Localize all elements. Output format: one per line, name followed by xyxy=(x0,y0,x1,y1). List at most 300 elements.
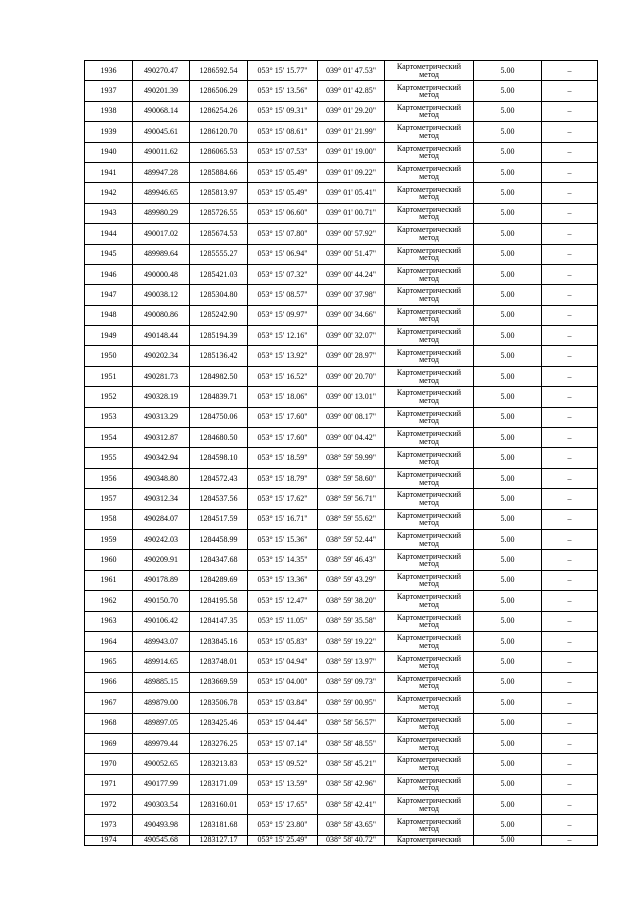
note-cell: – xyxy=(542,631,598,651)
accuracy-cell: 5.00 xyxy=(474,529,542,549)
method-cell xyxy=(385,224,474,244)
y-coordinate-cell: 1283506.78 xyxy=(190,693,248,713)
table-row xyxy=(85,428,598,448)
latitude-cell: 053° 15' 09.31" xyxy=(248,101,318,121)
latitude-cell: 053° 15' 13.59" xyxy=(248,774,318,794)
latitude-cell: 053° 15' 13.36" xyxy=(248,570,318,590)
table-row xyxy=(85,122,598,142)
point-number-cell: 1963 xyxy=(85,611,133,631)
method-line-1: Картометрический xyxy=(396,592,462,602)
x-coordinate-cell: 490493.98 xyxy=(133,815,190,835)
table-row xyxy=(85,387,598,407)
point-number-cell: 1962 xyxy=(85,591,133,611)
method-line-2: метод xyxy=(419,273,439,283)
point-number-cell: 1948 xyxy=(85,305,133,325)
method-line-1: Картометрический xyxy=(396,429,462,439)
y-coordinate-cell: 1284195.58 xyxy=(190,591,248,611)
x-coordinate-cell: 490202.34 xyxy=(133,346,190,366)
method-line-2: метод xyxy=(419,314,439,324)
point-number-cell: 1966 xyxy=(85,672,133,692)
table-row xyxy=(85,795,598,815)
latitude-cell: 053° 15' 04.94" xyxy=(248,652,318,672)
x-coordinate-cell: 490281.73 xyxy=(133,366,190,386)
x-coordinate-cell: 489885.15 xyxy=(133,672,190,692)
latitude-cell: 053° 15' 08.61" xyxy=(248,122,318,142)
accuracy-cell: 5.00 xyxy=(474,244,542,264)
longitude-cell: 039° 01' 42.85" xyxy=(318,81,385,101)
accuracy-cell: 5.00 xyxy=(474,142,542,162)
method-line-2: метод xyxy=(419,457,439,467)
accuracy-cell: 5.00 xyxy=(474,468,542,488)
point-number-cell: 1959 xyxy=(85,529,133,549)
note-cell: – xyxy=(542,693,598,713)
method-cell xyxy=(385,428,474,448)
method-cell xyxy=(385,122,474,142)
note-cell: – xyxy=(542,489,598,509)
longitude-cell: 038° 59' 19.22" xyxy=(318,631,385,651)
latitude-cell: 053° 15' 14.35" xyxy=(248,550,318,570)
y-coordinate-cell: 1283171.09 xyxy=(190,774,248,794)
latitude-cell: 053° 15' 05.49" xyxy=(248,162,318,182)
table-row xyxy=(85,570,598,590)
method-line-1: Картометрический xyxy=(396,835,462,845)
x-coordinate-cell: 490038.12 xyxy=(133,285,190,305)
x-coordinate-cell: 490052.65 xyxy=(133,754,190,774)
method-line-1: Картометрический xyxy=(396,62,462,72)
longitude-cell: 038° 59' 58.60" xyxy=(318,468,385,488)
point-number-cell: 1951 xyxy=(85,366,133,386)
point-number-cell: 1969 xyxy=(85,733,133,753)
longitude-cell: 038° 58' 42.41" xyxy=(318,795,385,815)
method-cell xyxy=(385,285,474,305)
method-line-2: метод xyxy=(419,130,439,140)
longitude-cell: 039° 00' 44.24" xyxy=(318,264,385,284)
x-coordinate-cell: 490342.94 xyxy=(133,448,190,468)
method-line-2: метод xyxy=(419,192,439,202)
longitude-cell: 039° 01' 19.00" xyxy=(318,142,385,162)
method-line-2: метод xyxy=(419,661,439,671)
x-coordinate-cell: 489946.65 xyxy=(133,183,190,203)
x-coordinate-cell: 490284.07 xyxy=(133,509,190,529)
accuracy-cell: 5.00 xyxy=(474,713,542,733)
accuracy-cell: 5.00 xyxy=(474,489,542,509)
longitude-cell: 038° 58' 43.65" xyxy=(318,815,385,835)
x-coordinate-cell: 490000.48 xyxy=(133,264,190,284)
table-row xyxy=(85,407,598,427)
method-cell xyxy=(385,529,474,549)
table-row xyxy=(85,611,598,631)
table-row xyxy=(85,591,598,611)
table-row xyxy=(85,509,598,529)
accuracy-cell: 5.00 xyxy=(474,652,542,672)
y-coordinate-cell: 1286592.54 xyxy=(190,61,248,81)
point-number-cell: 1971 xyxy=(85,774,133,794)
note-cell: – xyxy=(542,713,598,733)
longitude-cell: 039° 01' 47.53" xyxy=(318,61,385,81)
y-coordinate-cell: 1284598.10 xyxy=(190,448,248,468)
method-line-1: Картометрический xyxy=(396,755,462,765)
note-cell: – xyxy=(542,81,598,101)
method-line-1: Картометрический xyxy=(396,612,462,622)
x-coordinate-cell: 489979.44 xyxy=(133,733,190,753)
accuracy-cell: 5.00 xyxy=(474,387,542,407)
method-cell xyxy=(385,795,474,815)
latitude-cell: 053° 15' 15.77" xyxy=(248,61,318,81)
method-line-1: Картометрический xyxy=(396,164,462,174)
accuracy-cell: 5.00 xyxy=(474,672,542,692)
accuracy-cell: 5.00 xyxy=(474,264,542,284)
table-row xyxy=(85,774,598,794)
accuracy-cell: 5.00 xyxy=(474,835,542,845)
method-line-2: метод xyxy=(419,436,439,446)
note-cell: – xyxy=(542,366,598,386)
y-coordinate-cell: 1283845.16 xyxy=(190,631,248,651)
point-number-cell: 1965 xyxy=(85,652,133,672)
method-line-2: метод xyxy=(419,253,439,263)
method-line-1: Картометрический xyxy=(396,633,462,643)
longitude-cell: 039° 00' 20.70" xyxy=(318,366,385,386)
table-row xyxy=(85,326,598,346)
table-row xyxy=(85,61,598,81)
y-coordinate-cell: 1283425.46 xyxy=(190,713,248,733)
method-line-2: метод xyxy=(419,824,439,834)
note-cell: – xyxy=(542,183,598,203)
y-coordinate-cell: 1285813.97 xyxy=(190,183,248,203)
longitude-cell: 039° 01' 21.99" xyxy=(318,122,385,142)
longitude-cell: 039° 00' 37.98" xyxy=(318,285,385,305)
longitude-cell: 038° 58' 40.72" xyxy=(318,835,385,845)
point-number-cell: 1957 xyxy=(85,489,133,509)
point-number-cell: 1946 xyxy=(85,264,133,284)
point-number-cell: 1936 xyxy=(85,61,133,81)
table-row xyxy=(85,183,598,203)
point-number-cell: 1943 xyxy=(85,203,133,223)
method-line-1: Картометрический xyxy=(396,694,462,704)
note-cell: – xyxy=(542,244,598,264)
table-row xyxy=(85,224,598,244)
note-cell: – xyxy=(542,101,598,121)
latitude-cell: 053° 15' 04.44" xyxy=(248,713,318,733)
method-cell xyxy=(385,183,474,203)
latitude-cell: 053° 15' 12.47" xyxy=(248,591,318,611)
method-cell xyxy=(385,631,474,651)
method-cell xyxy=(385,550,474,570)
method-line-1: Картометрический xyxy=(396,775,462,785)
method-cell xyxy=(385,142,474,162)
note-cell: – xyxy=(542,672,598,692)
method-cell xyxy=(385,693,474,713)
method-line-1: Картометрический xyxy=(396,225,462,235)
longitude-cell: 039° 00' 28.97" xyxy=(318,346,385,366)
table-row xyxy=(85,733,598,753)
table-row xyxy=(85,815,598,835)
latitude-cell: 053° 15' 12.16" xyxy=(248,326,318,346)
method-line-1: Картометрический xyxy=(396,82,462,92)
longitude-cell: 038° 58' 48.55" xyxy=(318,733,385,753)
accuracy-cell: 5.00 xyxy=(474,631,542,651)
longitude-cell: 039° 00' 51.47" xyxy=(318,244,385,264)
note-cell: – xyxy=(542,448,598,468)
latitude-cell: 053° 15' 16.52" xyxy=(248,366,318,386)
note-cell: – xyxy=(542,407,598,427)
method-line-2: метод xyxy=(419,90,439,100)
y-coordinate-cell: 1284982.50 xyxy=(190,366,248,386)
method-cell xyxy=(385,203,474,223)
method-cell xyxy=(385,61,474,81)
longitude-cell: 038° 59' 46.43" xyxy=(318,550,385,570)
note-cell: – xyxy=(542,387,598,407)
coordinates-table-body xyxy=(85,61,598,846)
y-coordinate-cell: 1283669.59 xyxy=(190,672,248,692)
longitude-cell: 039° 00' 32.07" xyxy=(318,326,385,346)
longitude-cell: 038° 59' 13.97" xyxy=(318,652,385,672)
accuracy-cell: 5.00 xyxy=(474,346,542,366)
method-line-2: метод xyxy=(419,599,439,609)
accuracy-cell: 5.00 xyxy=(474,795,542,815)
note-cell: – xyxy=(542,570,598,590)
table-row xyxy=(85,652,598,672)
method-line-2: метод xyxy=(419,232,439,242)
method-line-1: Картометрический xyxy=(396,184,462,194)
y-coordinate-cell: 1286065.53 xyxy=(190,142,248,162)
method-line-2: метод xyxy=(419,701,439,711)
longitude-cell: 038° 59' 09.73" xyxy=(318,672,385,692)
note-cell: – xyxy=(542,509,598,529)
x-coordinate-cell: 489947.28 xyxy=(133,162,190,182)
y-coordinate-cell: 1283213.83 xyxy=(190,754,248,774)
method-cell xyxy=(385,713,474,733)
longitude-cell: 039° 00' 13.01" xyxy=(318,387,385,407)
method-cell xyxy=(385,815,474,835)
longitude-cell: 038° 59' 55.62" xyxy=(318,509,385,529)
method-line-1: Картометрический xyxy=(396,470,462,479)
method-line-1: Картометрический xyxy=(396,735,462,745)
y-coordinate-cell: 1283181.68 xyxy=(190,815,248,835)
method-line-1: Картометрический xyxy=(396,673,462,683)
method-line-2: метод xyxy=(419,355,439,365)
latitude-cell: 053° 15' 11.05" xyxy=(248,611,318,631)
note-cell: – xyxy=(542,264,598,284)
x-coordinate-cell: 490011.62 xyxy=(133,142,190,162)
method-line-1: Картометрический xyxy=(396,510,462,520)
method-line-2: метод xyxy=(419,171,439,181)
method-line-1: Картометрический xyxy=(396,266,462,276)
note-cell: – xyxy=(542,122,598,142)
method-cell xyxy=(385,468,474,488)
method-cell xyxy=(385,387,474,407)
longitude-cell: 039° 01' 09.22" xyxy=(318,162,385,182)
method-cell xyxy=(385,346,474,366)
y-coordinate-cell: 1286506.29 xyxy=(190,81,248,101)
y-coordinate-cell: 1283276.25 xyxy=(190,733,248,753)
point-number-cell: 1947 xyxy=(85,285,133,305)
point-number-cell: 1970 xyxy=(85,754,133,774)
method-line-1: Картометрический xyxy=(396,143,462,153)
method-line-1: Картометрический xyxy=(396,408,462,418)
method-line-2: метод xyxy=(419,579,439,589)
x-coordinate-cell: 490242.03 xyxy=(133,529,190,549)
method-line-2: метод xyxy=(419,559,439,569)
method-line-1: Картометрический xyxy=(396,816,462,826)
y-coordinate-cell: 1286254.26 xyxy=(190,101,248,121)
accuracy-cell: 5.00 xyxy=(474,448,542,468)
latitude-cell: 053° 15' 18.79" xyxy=(248,468,318,488)
coordinates-table xyxy=(84,60,598,846)
method-line-1: Картометрический xyxy=(396,571,462,581)
accuracy-cell: 5.00 xyxy=(474,101,542,121)
method-line-2: метод xyxy=(419,497,439,507)
latitude-cell: 053° 15' 23.80" xyxy=(248,815,318,835)
y-coordinate-cell: 1286120.70 xyxy=(190,122,248,142)
method-line-2: метод xyxy=(419,620,439,630)
accuracy-cell: 5.00 xyxy=(474,366,542,386)
method-cell xyxy=(385,407,474,427)
x-coordinate-cell: 490106.42 xyxy=(133,611,190,631)
y-coordinate-cell: 1284147.35 xyxy=(190,611,248,631)
note-cell: – xyxy=(542,550,598,570)
latitude-cell: 053° 15' 09.52" xyxy=(248,754,318,774)
point-number-cell: 1941 xyxy=(85,162,133,182)
y-coordinate-cell: 1283127.17 xyxy=(190,835,248,845)
note-cell: – xyxy=(542,61,598,81)
latitude-cell: 053° 15' 07.80" xyxy=(248,224,318,244)
longitude-cell: 039° 00' 04.42" xyxy=(318,428,385,448)
method-cell xyxy=(385,652,474,672)
method-line-1: Картометрический xyxy=(396,551,462,561)
method-line-1: Картометрический xyxy=(396,286,462,296)
point-number-cell: 1974 xyxy=(85,835,133,845)
latitude-cell: 053° 15' 17.65" xyxy=(248,795,318,815)
x-coordinate-cell: 490150.70 xyxy=(133,591,190,611)
accuracy-cell: 5.00 xyxy=(474,203,542,223)
note-cell: – xyxy=(542,224,598,244)
method-line-2: метод xyxy=(419,783,439,793)
accuracy-cell: 5.00 xyxy=(474,305,542,325)
latitude-cell: 053° 15' 07.32" xyxy=(248,264,318,284)
y-coordinate-cell: 1284572.43 xyxy=(190,468,248,488)
latitude-cell: 053° 15' 06.60" xyxy=(248,203,318,223)
latitude-cell: 053° 15' 13.56" xyxy=(248,81,318,101)
y-coordinate-cell: 1284347.68 xyxy=(190,550,248,570)
x-coordinate-cell: 490303.54 xyxy=(133,795,190,815)
table-row xyxy=(85,529,598,549)
latitude-cell: 053° 15' 05.49" xyxy=(248,183,318,203)
point-number-cell: 1942 xyxy=(85,183,133,203)
latitude-cell: 053° 15' 07.14" xyxy=(248,733,318,753)
method-line-2: метод xyxy=(419,762,439,772)
point-number-cell: 1972 xyxy=(85,795,133,815)
accuracy-cell: 5.00 xyxy=(474,509,542,529)
x-coordinate-cell: 490348.80 xyxy=(133,468,190,488)
longitude-cell: 038° 59' 43.29" xyxy=(318,570,385,590)
table-row xyxy=(85,81,598,101)
longitude-cell: 039° 00' 34.66" xyxy=(318,305,385,325)
method-line-2: метод xyxy=(419,477,439,487)
note-cell: – xyxy=(542,428,598,448)
method-line-2: метод xyxy=(419,722,439,732)
y-coordinate-cell: 1283748.01 xyxy=(190,652,248,672)
method-line-2: метод xyxy=(419,681,439,691)
accuracy-cell: 5.00 xyxy=(474,285,542,305)
accuracy-cell: 5.00 xyxy=(474,815,542,835)
table-row xyxy=(85,448,598,468)
method-cell xyxy=(385,264,474,284)
method-line-1: Картометрический xyxy=(396,347,462,357)
accuracy-cell: 5.00 xyxy=(474,81,542,101)
method-line-2: метод xyxy=(419,375,439,385)
y-coordinate-cell: 1285136.42 xyxy=(190,346,248,366)
method-cell xyxy=(385,489,474,509)
point-number-cell: 1944 xyxy=(85,224,133,244)
latitude-cell: 053° 15' 13.92" xyxy=(248,346,318,366)
latitude-cell: 053° 15' 09.97" xyxy=(248,305,318,325)
note-cell: – xyxy=(542,162,598,182)
longitude-cell: 038° 59' 00.95" xyxy=(318,693,385,713)
accuracy-cell: 5.00 xyxy=(474,224,542,244)
method-line-2: метод xyxy=(419,538,439,548)
method-line-2: метод xyxy=(419,803,439,813)
method-line-2: метод xyxy=(419,151,439,161)
x-coordinate-cell: 490312.87 xyxy=(133,428,190,448)
accuracy-cell: 5.00 xyxy=(474,693,542,713)
note-cell: – xyxy=(542,611,598,631)
method-line-1: Картометрический xyxy=(396,388,462,398)
point-number-cell: 1949 xyxy=(85,326,133,346)
x-coordinate-cell: 490177.99 xyxy=(133,774,190,794)
accuracy-cell: 5.00 xyxy=(474,183,542,203)
note-cell: – xyxy=(542,326,598,346)
accuracy-cell: 5.00 xyxy=(474,407,542,427)
x-coordinate-cell: 490148.44 xyxy=(133,326,190,346)
table-row xyxy=(85,162,598,182)
table-row xyxy=(85,693,598,713)
method-cell xyxy=(385,754,474,774)
longitude-cell: 038° 59' 59.99" xyxy=(318,448,385,468)
method-line-1: Картометрический xyxy=(396,245,462,255)
latitude-cell: 053° 15' 16.71" xyxy=(248,509,318,529)
method-line-1: Картометрический xyxy=(396,531,462,541)
table-row xyxy=(85,101,598,121)
x-coordinate-cell: 489980.29 xyxy=(133,203,190,223)
point-number-cell: 1952 xyxy=(85,387,133,407)
longitude-cell: 038° 58' 56.57" xyxy=(318,713,385,733)
note-cell: – xyxy=(542,835,598,845)
method-line-1: Картометрический xyxy=(396,714,462,724)
method-line-2: метод xyxy=(419,334,439,344)
method-line-2: метод xyxy=(419,293,439,303)
longitude-cell: 038° 59' 56.71" xyxy=(318,489,385,509)
point-number-cell: 1938 xyxy=(85,101,133,121)
x-coordinate-cell: 489914.65 xyxy=(133,652,190,672)
y-coordinate-cell: 1284750.06 xyxy=(190,407,248,427)
method-line-1: Картометрический xyxy=(396,123,462,133)
method-cell xyxy=(385,81,474,101)
accuracy-cell: 5.00 xyxy=(474,122,542,142)
method-line-2: метод xyxy=(419,395,439,405)
note-cell: – xyxy=(542,733,598,753)
x-coordinate-cell: 490328.19 xyxy=(133,387,190,407)
longitude-cell: 038° 59' 38.20" xyxy=(318,591,385,611)
x-coordinate-cell: 489897.05 xyxy=(133,713,190,733)
latitude-cell: 053° 15' 07.53" xyxy=(248,142,318,162)
point-number-cell: 1954 xyxy=(85,428,133,448)
y-coordinate-cell: 1284537.56 xyxy=(190,489,248,509)
accuracy-cell: 5.00 xyxy=(474,162,542,182)
method-line-1: Картометрический xyxy=(396,796,462,806)
table-row xyxy=(85,264,598,284)
note-cell: – xyxy=(542,142,598,162)
point-number-cell: 1960 xyxy=(85,550,133,570)
